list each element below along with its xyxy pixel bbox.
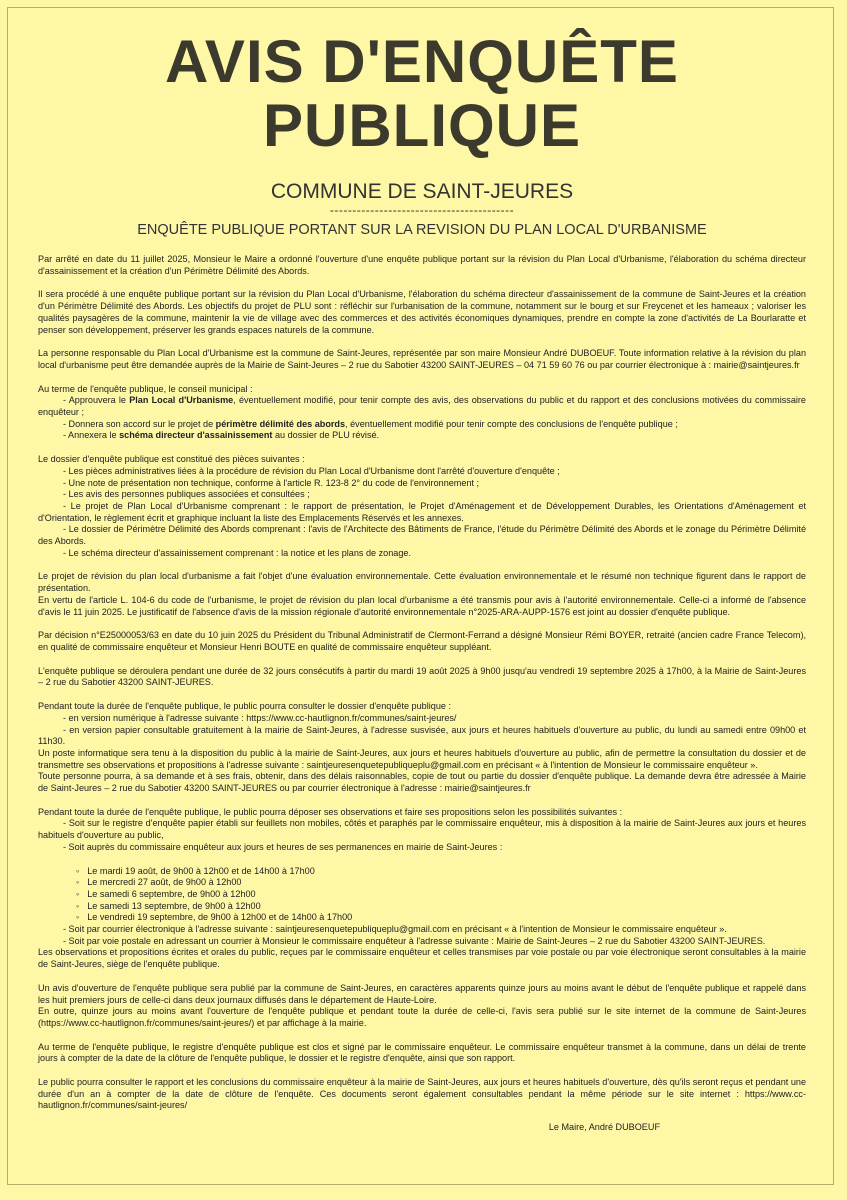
conseil-item: - Approuvera le Plan Local d'Urbanisme, éventuellement modifié, pour tenir compte des avis, des observations du public et du rapport et des conclusions motivées du commissaire enquêteur ; bbox=[38, 395, 806, 418]
consultation-item: - en version numérique à l'adresse suivante : https://www.cc-hautlignon.fr/communes/saint-jeures/ bbox=[63, 712, 457, 723]
paragraph-publicite: Un avis d'ouverture de l'enquête publique sera publié par la commune de Saint-Jeures, en caractères apparents quinze jours au moins avant le début de l'enquête publique et rappelé dans les huit premiers jours de celle-ci dans deux journaux diffusés dans le département de Haute-Loire. En outre, quinze jours au moins avant l'ouverture de l'enquête publique et pendant toute la durée de celle-ci, l'avis sera publié sur le site internet de la commune de Saint-Jeures (https://www.cc-hautlignon.fr/communes/saint-jeures/) et par affichage à la mairie. bbox=[38, 982, 806, 1028]
notice bbox=[38, 0, 806, 1134]
subtitle: ENQUÊTE PUBLIQUE PORTANT SUR LA REVISION DU PLAN LOCAL D'URBANISME bbox=[137, 222, 707, 238]
permanence-date: ◦ Le vendredi 19 septembre, de 9h00 à 12h00 et de 14h00 à 17h00 bbox=[90, 912, 806, 924]
observation-item: - Soit sur le registre d'enquête papier établi sur feuillets non mobiles, côtés et paraphés par le commissaire enquêteur, mis à disposition à la mairie de Saint-Jeures aux jours et heures habituels d'ouverture au public, bbox=[38, 818, 806, 841]
separator: ----------------------------------------- bbox=[329, 203, 515, 217]
dossier-item: - Les avis des personnes publiques associées et consultées ; bbox=[63, 489, 310, 500]
paragraph-conseil bbox=[38, 384, 806, 443]
conseil-item: - Donnera son accord sur le projet de périmètre délimité des abords, éventuellement modifié pour tenir compte des conclusions de l'enquête publique ; bbox=[63, 418, 678, 429]
observation-item: - Soit auprès du commissaire enquêteur aux jours et heures de ses permanences en mairie de Saint-Jeures : bbox=[63, 841, 503, 852]
permanence-date: ◦ Le samedi 13 septembre, de 9h00 à 12h00 bbox=[90, 901, 806, 913]
dossier-item: - Les pièces administratives liées à la procédure de révision du Plan Local d'Urbanisme dont l'arrêté d'ouverture d'enquête ; bbox=[63, 465, 560, 476]
permanence-list bbox=[38, 866, 806, 925]
dossier-item: - Le projet de Plan Local d'Urbanisme comprenant : le rapport de présentation, le Projet d'Aménagement et de Développement Durables, les Orientations d'Aménagement et d'Orientation, le règlement écrit et graphique incluant la liste des Emplacements Réservés et les annexes. bbox=[38, 500, 806, 523]
paragraph-evaluation: Le projet de révision du plan local d'urbanisme a fait l'objet d'une évaluation environnementale. Cette évaluation environnementale et le résumé non technique figurent dans le rapport de présentation. En vertu de l'article L. 104-6 du code de l'urbanisme, le projet de révision du plan local d'urbanisme a été transmis pour avis à l'autorité environnementale. Celle-ci a informé de l'absence d'avis le 11 juin 2025. Le justificatif de l'absence d'avis de la mission régionale d'autorité environnementale n°2025-ARA-AUPP-1576 est joint au dossier d'enquête publique. bbox=[38, 571, 806, 617]
commune-heading: COMMUNE DE SAINT-JEURES bbox=[270, 180, 574, 203]
page-title-line2: PUBLIQUE bbox=[262, 92, 582, 159]
paragraph-arrete: Par arrêté en date du 11 juillet 2025, Monsieur le Maire a ordonné l'ouverture d'une enquête publique portant sur la révision du Plan Local d'Urbanisme, l'élaboration du schéma directeur d'assainissement et la création d'un Périmètre Délimité des Abords. bbox=[38, 254, 806, 276]
paragraph-dossier: Le dossier d'enquête publique est constitué des pièces suivantes : - Les pièces administratives liées à la procédure de révision du Plan Local d'Urbanisme dont l'arrêté d'ouverture d'enquête ; - Une note de présentation non technique, conforme à l'article R. 123-8 2° du code de l'environnement ; - Les avis des personnes publiques associées et consultées ; - Le projet de Plan Local d'Urbanisme comprenant : le rapport de présentation, le Projet d'Aménagement et de Développement Durables, les Orientations d'Aménagement et d'Orientation, le règlement écrit et graphique incluant la liste des Emplacements Réservés et les annexes. - Le dossier de Périmètre Délimité des Abords comprenant : l'avis de l'Architecte des Bâtiments de France, l'étude du Périmètre Délimité des Abords et le zonage du Périmètre Délimité des Abords. - Le schéma directeur d'assainissement comprenant : la notice et les plans de zonage. bbox=[38, 454, 806, 558]
conseil-item: - Annexera le schéma directeur d'assainissement au dossier de PLU révisé. bbox=[63, 430, 380, 441]
paragraph-rapport: Le public pourra consulter le rapport et les conclusions du commissaire enquêteur à la mairie de Saint-Jeures, aux jours et heures habituels d'ouverture, dès qu'ils seront reçus et pendant une durée d'un an à compter de la date de clôture de l'enquête. Ces documents seront également consultables pendant la même période sur le site internet : https://www.cc-hautlignon.fr/communes/saint-jeures/ bbox=[38, 1077, 806, 1111]
observation-item: - Soit par courrier électronique à l'adresse suivante : saintjeuresenquetepubliqueplu@gmail.com en précisant « à l'intention de Monsieur le commissaire enquêteur ». bbox=[63, 924, 727, 935]
page-title-line1: AVIS D'ENQUÊTE bbox=[165, 28, 679, 95]
dossier-item: - Le dossier de Périmètre Délimité des Abords comprenant : l'avis de l'Architecte des Bâtiments de France, l'étude du Périmètre Délimité des Abords et le zonage du Périmètre Délimité des Abords. bbox=[38, 524, 806, 547]
permanence-date: ◦ Le samedi 6 septembre, de 9h00 à 12h00 bbox=[90, 889, 806, 901]
conseil-intro: Au terme de l'enquête publique, le conseil municipal : bbox=[38, 383, 253, 394]
dossier-item: - Le schéma directeur d'assainissement comprenant : la notice et les plans de zonage. bbox=[63, 547, 411, 558]
dossier-item: - Une note de présentation non technique, conforme à l'article R. 123-8 2° du code de l'environnement ; bbox=[63, 477, 480, 488]
paragraph-cloture: Au terme de l'enquête publique, le registre d'enquête publique est clos et signé par le commissaire enquêteur. Le commissaire enquêteur transmet à la commune, dans un délai de trente jours à compter de la date de la clôture de l'enquête publique, le dossier et le registre d'enquête, ainsi que son rapport. bbox=[38, 1041, 806, 1064]
paragraph-responsable: La personne responsable du Plan Local d'Urbanisme est la commune de Saint-Jeures, représentée par son maire Monsieur André DUBOEUF. Toute information relative à la révision du plan local d'urbanisme peut être demandée auprès de la Mairie de Saint-Jeures – 2 rue du Sabotier 43200 SAINT-JEURES – 04 71 59 60 76 ou par courrier électronique à : mairie@saintjeures.fr bbox=[38, 348, 806, 370]
paragraph-objectifs: Il sera procédé à une enquête publique portant sur la révision du Plan Local d'Urbanisme, l'élaboration du schéma directeur d'assainissement de la commune de Saint-Jeures et la création d'un Périmètre Délimité des Abords. Les objectifs du projet de PLU sont : réfléchir sur l'urbanisation de la commune, notamment sur le bourg et sur Freycenet et les hameaux ; valoriser les qualités paysagères de la commune, maintenir la vie de village avec des commerces et des activités économiques dynamiques, prendre en compte la zone d'activités de La Bourlaratte et penser son développement, préserver les grands espaces naturels de la commune. bbox=[38, 289, 806, 335]
paragraph-observations: Pendant toute la durée de l'enquête publique, le public pourra déposer ses observations et faire ses propositions selon les possibilités suivantes : - Soit sur le registre d'enquête papier établi sur feuillets non mobiles, côtés et paraphés par le commissaire enquêteur, mis à disposition à la mairie de Saint-Jeures aux jours et heures habituels d'ouverture au public, - Soit auprès du commissaire enquêteur aux jours et heures de ses permanences en mairie de Saint-Jeures : bbox=[38, 806, 806, 852]
paragraph-duree: L'enquête publique se déroulera pendant une durée de 32 jours consécutifs à partir du mardi 19 août 2025 à 9h00 jusqu'au vendredi 19 septembre 2025 à 17h00, à la Mairie de Saint-Jeures – 2 rue du Sabotier 43200 SAINT-JEURES. bbox=[38, 665, 806, 688]
permanence-date: ◦ Le mercredi 27 août, de 9h00 à 12h00 bbox=[90, 877, 806, 889]
consultation-item: - en version papier consultable gratuitement à la mairie de Saint-Jeures, à l'adresse susvisée, aux jours et heures habituels d'ouverture au public, du lundi au samedi entre 09h00 et 11h30. bbox=[38, 724, 806, 747]
permanence-date: ◦ Le mardi 19 août, de 9h00 à 12h00 et de 14h00 à 17h00 bbox=[90, 866, 806, 878]
paragraph-decision: Par décision n°E25000053/63 en date du 10 juin 2025 du Président du Tribunal Administratif de Clermont-Ferrand a désigné Monsieur Rémi BOYER, retraité (ancien cadre France Telecom), en qualité de commissaire enquêteur et Monsieur Henri BOUTE en qualité de commissaire enquêteur suppléant. bbox=[38, 630, 806, 652]
signature: Le Maire, André DUBOEUF bbox=[548, 1122, 660, 1133]
paragraph-consultation: Pendant toute la durée de l'enquête publique, le public pourra consulter le dossier d'enquête publique : - en version numérique à l'adresse suivante : https://www.cc-hautlignon.fr/communes/saint-jeures/ - en version papier consultable gratuitement à la mairie de Saint-Jeures, à l'adresse susvisée, aux jours et heures habituels d'ouverture au public, du lundi au samedi entre 09h00 et 11h30. Un poste informatique sera tenu à la disposition du public à la mairie de Saint-Jeures, aux jours et heures habituels d'ouverture au public, afin de permettre la consultation du dossier et de transmettre ses observations et propositions à l'adresse suivante : saintjeuresenquetepubliqueplu@gmail.com en précisant « à l'intention de Monsieur le commissaire enquêteur ». Toute personne pourra, à sa demande et à ses frais, obtenir, dans des délais raisonnables, copie de tout ou partie du dossier d'enquête publique. La demande devra être adressée à Mairie de Saint-Jeures – 2 rue du Sabotier 43200 SAINT-JEURES ou par courrier électronique à l'adresse : mairie@saintjeures.fr bbox=[38, 701, 806, 794]
observation-item: - Soit par voie postale en adressant un courrier à Monsieur le commissaire enquêteur à l'adresse suivante : Mairie de Saint-Jeures – 2 rue du Sabotier 43200 SAINT-JEURES. bbox=[63, 935, 766, 946]
notice-body: Par arrêté en date du 11 juillet 2025, Monsieur le Maire a ordonné l'ouverture d'une enquête publique portant sur la révision du Plan Local d'Urbanisme, l'élaboration du schéma directeur d'assainissement et la création d'un Périmètre Délimité des Abords. Il sera procédé à une enquête publique portant sur la révision du Plan Local d'Urbanisme, l'élaboration du schéma directeur d'assainissement de la commune de Saint-Jeures et la création d'un Périmètre Délimité des Abords. Les objectifs du projet de PLU sont : réfléchir sur l'urbanisation de la commune, notamment sur le bourg et sur Freycenet et les hameaux ; valoriser les qualités paysagères de la commune, maintenir la vie de village avec des commerces et des activités économiques dynamiques, prendre en compte la zone d'activités de La Bourlaratte et penser son développement, préserver les grands espaces naturels de la commune. La personne responsable du Plan Local d'Urbanisme est la commune de Saint-Jeures, représentée par son maire Monsieur André DUBOEUF. Toute information relative à la révision du plan local d'urbanisme peut être demandée auprès de la Mairie de Saint-Jeures – 2 rue du Sabotier 43200 SAINT-JEURES – 04 71 59 60 76 ou par courrier électronique à : mairie@saintjeures.fr Au terme de l'enquête publique, le conseil municipal : - Approuvera le Plan Local d'Urbanisme, éventuellement modifié, pour tenir compte des avis, des observations du public et du rapport et des conclusions motivées du commissaire enquêteur ; - Donnera son accord sur le projet de périmètre délimité des abords, éventuellement modifié pour tenir compte des conclusions de l'enquête publique ; - Annexera le schéma directeur d'assainissement au dossier de PLU révisé. Le dossier d'enquête publique est constitué des pièces suivantes : - Les pièces administratives liées à la procédure de révision du Plan Local d'Urbanisme dont l'arrêté d'ouverture d'enquête ; - Une note de présentation non technique, conforme à l'article R. 123-8 2° du code de l'environnement ; - Les avis des personnes publiques associées et consultées ; - Le projet de Plan Local d'Urbanisme comprenant : le rapport de présentation, le Projet d'Aménagement et de Développement Durables, les Orientations d'Aménagement et d'Orientation, le règlement écrit et graphique incluant la liste des Emplacements Réservés et les annexes. - Le dossier de Périmètre Délimité des Abords comprenant : l'avis de l'Architecte des Bâtiments de France, l'étude du Périmètre Délimité des Abords et le zonage du Périmètre Délimité des Abords. - Le schéma directeur d'assainissement comprenant : la notice et les plans de zonage. Le projet de révision du plan local d'urbanisme a fait l'objet d'une évaluation environnementale. Cette évaluation environnementale et le résumé non technique figurent dans le rapport de présentation. En vertu de l'article L. 104-6 du code de l'urbanisme, le projet de révision du plan local d'urbanisme a été transmis pour avis à l'autorité environnementale. Celle-ci a informé de l'absence d'avis le 11 juin 2025. Le justificatif de l'absence d'avis de la mission régionale d'autorité environnementale n°2025-ARA-AUPP-1576 est joint au dossier d'enquête publique. Par décision n°E25000053/63 en date du 10 juin 2025 du Président du Tribunal Administratif de Clermont-Ferrand a désigné Monsieur Rémi BOYER, retraité (ancien cadre France Telecom), en qualité de commissaire enquêteur et Monsieur Henri BOUTE en qualité de commissaire enquêteur suppléant. L'enquête publique se déroulera pendant une durée de 32 jours consécutifs à partir du mardi 19 août 2025 à 9h00 jusqu'au vendredi 19 septembre 2025 à 17h00, à la Mairie de Saint-Jeures – 2 rue du Sabotier 43200 SAINT-JEURES. Pendant toute la durée de l'enquête publique, le public pourra consulter le dossier d'enquête publique : - en version numérique à l'adresse suivante : https://www.cc-hautlignon.fr/communes/saint-jeures/ - en version papier consultable gratuitement à la mairie de Saint-Jeures, à l'adresse susvisée, aux jours et heures habituels d'ouverture au public, du lundi au samedi entre 09h00 et 11h30. Un poste informatique sera tenu à la disposition du public à la mairie de Saint-Jeures, aux jours et heures habituels d'ouverture au public, afin de permettre la consultation du dossier et de transmettre ses observations et propositions à l'adresse suivante : saintjeuresenquetepubliqueplu@gmail.com en précisant « à l'intention de Monsieur le commissaire enquêteur ». Toute personne pourra, à sa demande et à ses frais, obtenir, dans des délais raisonnables, copie de tout ou partie du dossier d'enquête publique. La demande devra être adressée à Mairie de Saint-Jeures – 2 rue du Sabotier 43200 SAINT-JEURES ou par courrier électronique à l'adresse : mairie@saintjeures.fr Pendant toute la durée de l'enquête publique, le public pourra déposer ses observations et faire ses propositions selon les possibilités suivantes : - Soit sur le registre d'enquête papier établi sur feuillets non mobiles, côtés et paraphés par le commissaire enquêteur, mis à disposition à la mairie de Saint-Jeures aux jours et heures habituels d'ouverture au public, - Soit auprès du commissaire enquêteur aux jours et heures de ses permanences en mairie de Saint-Jeures : ◦ Le mardi 19 août, de 9h00 à 12h00 et de 14h00 à 17h00 ◦ Le mercredi 27 août, de 9h00 à 12h00 ◦ Le samedi 6 septembre, de 9h00 à 12h00 ◦ Le samedi 13 septembre, de 9h00 à 12h00 ◦ Le vendredi 19 septembre, de 9h00 à 12h00 et de 14h00 à 17h00 - Soit par courrier électronique à l'adresse suivante : saintjeuresenquetepubliqueplu@gmail.com en précisant « à l'intention de Monsieur le commissaire enquêteur ». - Soit par voie postale en adressant un courrier à Monsieur le commissaire enquêteur à l'adresse suivante : Mairie de Saint-Jeures – 2 rue du Sabotier 43200 SAINT-JEURES. Les observations et propositions écrites et orales du public, reçues par le commissaire enquêteur et celles transmises par voie postale ou par voie électronique seront consultables à la mairie de Saint-Jeures, siège de l'enquête publique. Un avis d'ouverture de l'enquête publique sera publié par la commune de Saint-Jeures, en caractères apparents quinze jours au moins avant le début de l'enquête publique et rappelé dans les huit premiers jours de celle-ci dans deux journaux diffusés dans le département de Haute-Loire. En outre, quinze jours au moins avant l'ouverture de l'enquête publique et pendant toute la durée de celle-ci, l'avis sera publié sur le site internet de la commune de Saint-Jeures (https://www.cc-hautlignon.fr/communes/saint-jeures/) et par affichage à la mairie. Au terme de l'enquête publique, le registre d'enquête publique est clos et signé par le commissaire enquêteur. Le commissaire enquêteur transmet à la commune, dans un délai de trente jours à compter de la date de la clôture de l'enquête publique, le dossier et le registre d'enquête, ainsi que son rapport. Le public pourra consulter le rapport et les conclusions du commissaire enquêteur à la mairie de Saint-Jeures, aux jours et heures habituels d'ouverture, dès qu'ils seront reçus et pendant une durée d'un an à compter de la date de clôture de l'enquête. Ces documents seront également consultables pendant la même période sur le site internet : https://www.cc-hautlignon.fr/communes/saint-jeures/ Le Maire, André DUBOEUF bbox=[38, 254, 806, 1134]
